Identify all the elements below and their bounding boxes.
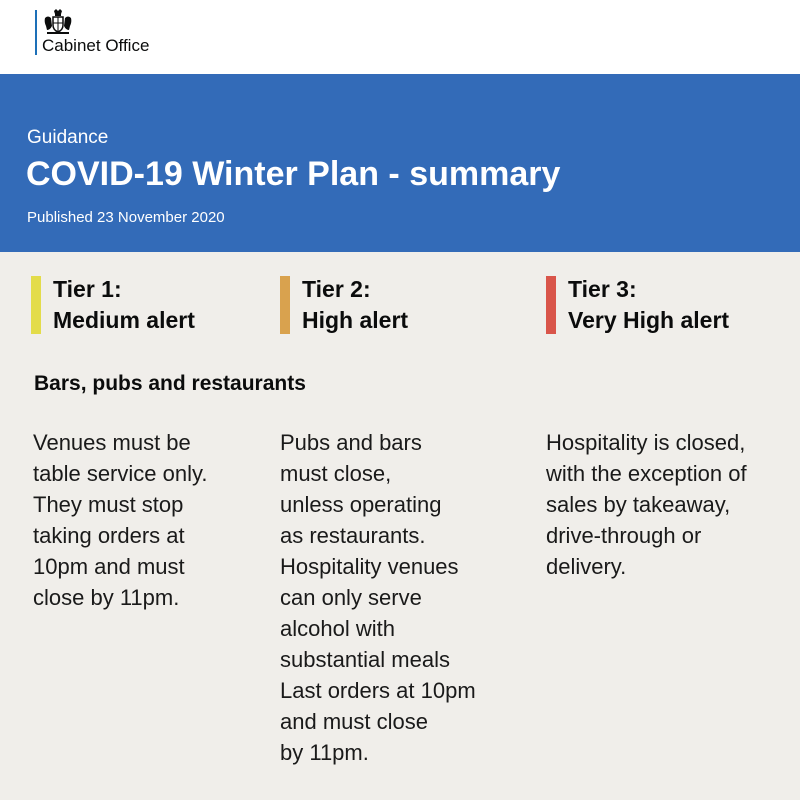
page-title: COVID-19 Winter Plan - summary — [26, 155, 561, 193]
tier-3-label: Tier 3: — [568, 276, 637, 302]
tier-3-alert: Very High alert — [568, 307, 730, 333]
royal-coat-of-arms-icon — [42, 8, 74, 36]
organisation-header — [0, 0, 800, 74]
tier-1-rules-text: Venues must be table service only. They must stop taking orders at 10pm and must close by 11pm. — [33, 430, 208, 610]
tier-1-alert: Medium alert — [53, 307, 195, 333]
organisation-rule — [35, 10, 37, 55]
tier-1-color-bar — [31, 276, 41, 334]
published-date: Published 23 November 2020 — [27, 209, 225, 226]
title-banner — [0, 74, 800, 252]
tier-2-alert: High alert — [302, 307, 409, 333]
organisation-name[interactable]: Cabinet Office — [42, 36, 150, 55]
tier-3-rules-text: Hospitality is closed, with the exception of sales by takeaway, drive-through or delivery. — [546, 430, 747, 579]
tier-2-rules-text: Pubs and bars must close, unless operating as restaurants. Hospitality venues can only serve alcohol with substantial meals Last orders at 10pm and must close by 11pm. — [280, 430, 476, 765]
tier-1-label: Tier 1: — [53, 276, 122, 302]
tier-2-color-bar — [280, 276, 290, 334]
tier-3-color-bar — [546, 276, 556, 334]
section-heading: Bars, pubs and restaurants — [34, 372, 306, 395]
document-type-label: Guidance — [27, 127, 109, 148]
tier-2-label: Tier 2: — [302, 276, 371, 302]
